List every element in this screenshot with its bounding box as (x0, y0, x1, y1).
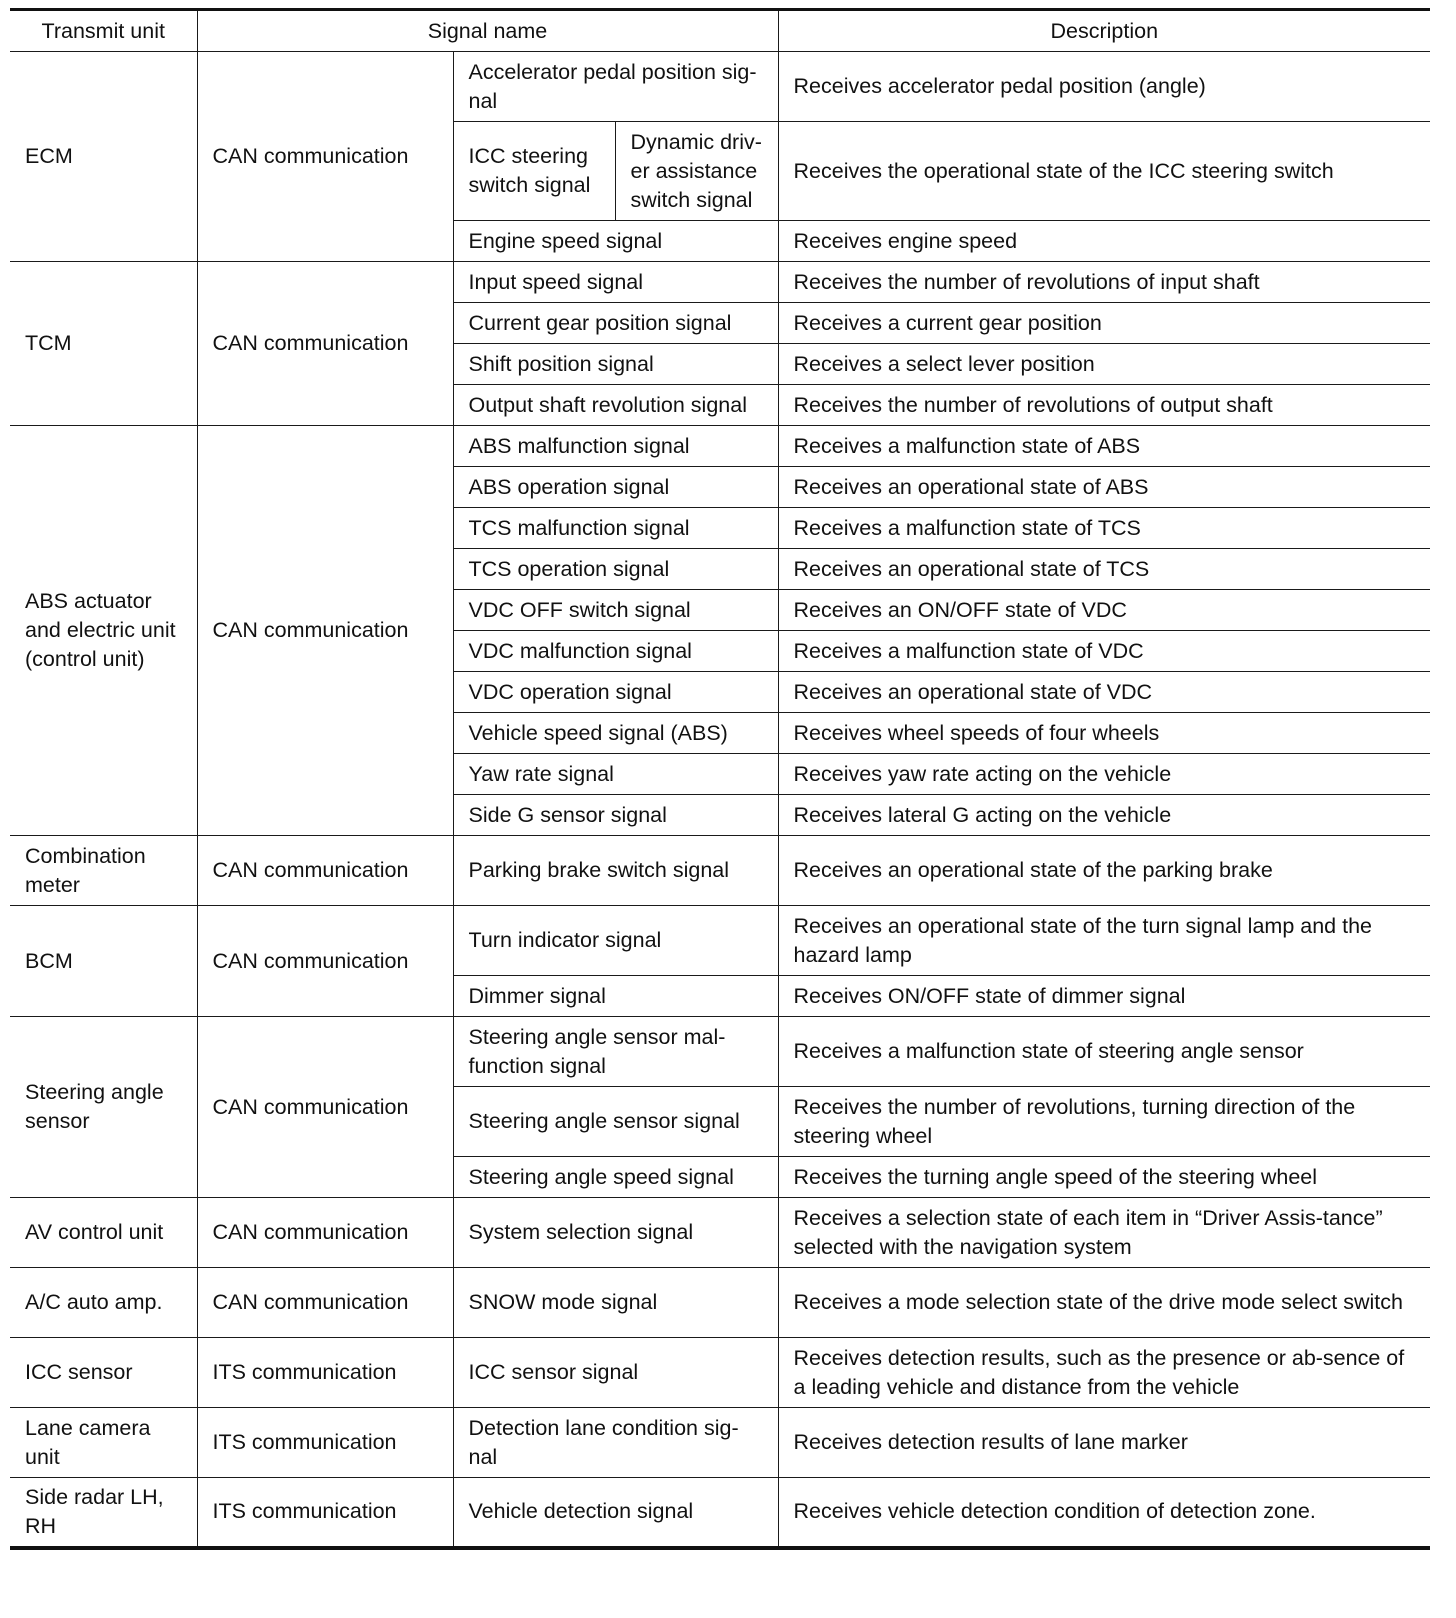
communication-cell: ITS communication (197, 1338, 453, 1408)
signal-name-cell: Parking brake switch signal (453, 836, 778, 906)
signal-name-cell: Vehicle detection signal (453, 1478, 778, 1548)
transmit-unit-cell: Lane camera unit (10, 1408, 197, 1478)
signal-name-cell: SNOW mode signal (453, 1268, 778, 1338)
signal-name-cell: Steering angle speed signal (453, 1157, 778, 1198)
communication-cell: CAN communication (197, 426, 453, 836)
description-cell: Receives an operational state of ABS (778, 467, 1430, 508)
transmit-unit-cell: BCM (10, 906, 197, 1017)
description-cell: Receives accelerator pedal position (angle) (778, 52, 1430, 122)
signal-name-cell: ICC sensor signal (453, 1338, 778, 1408)
communication-cell: ITS communication (197, 1478, 453, 1548)
signal-name-cell: VDC operation signal (453, 672, 778, 713)
description-cell: Receives vehicle detection condition of detection zone. (778, 1478, 1430, 1548)
communication-cell: CAN communication (197, 262, 453, 426)
signal-name-cell: Steering angle sensor mal-function signal (453, 1017, 778, 1087)
transmit-unit-cell: Steering angle sensor (10, 1017, 197, 1198)
communication-cell: ITS communication (197, 1408, 453, 1478)
communication-cell: CAN communication (197, 1198, 453, 1268)
description-cell: Receives a select lever position (778, 344, 1430, 385)
description-cell: Receives a malfunction state of steering angle sensor (778, 1017, 1430, 1087)
table-row (10, 1198, 1430, 1268)
signal-name-cell: Detection lane condition sig-nal (453, 1408, 778, 1478)
transmit-unit-cell: AV control unit (10, 1198, 197, 1268)
transmit-unit-cell: ABS actuator and electric unit (control unit) (10, 426, 197, 836)
transmit-unit-cell: Combination meter (10, 836, 197, 906)
table-row (10, 1478, 1430, 1548)
description-cell: Receives wheel speeds of four wheels (778, 713, 1430, 754)
signal-name-cell: TCS malfunction signal (453, 508, 778, 549)
description-cell: Receives yaw rate acting on the vehicle (778, 754, 1430, 795)
table-row (10, 836, 1430, 906)
description-cell: Receives an operational state of the parking brake (778, 836, 1430, 906)
signal-name-cell: VDC OFF switch signal (453, 590, 778, 631)
signal-name-cell: VDC malfunction signal (453, 631, 778, 672)
table-row (10, 52, 1430, 122)
description-cell: Receives a selection state of each item in “Driver Assis-tance” selected with the navigation system (778, 1198, 1430, 1268)
communication-cell: CAN communication (197, 906, 453, 1017)
description-cell: Receives the number of revolutions of output shaft (778, 385, 1430, 426)
description-cell: Receives the operational state of the ICC steering switch (778, 122, 1430, 221)
signal-name-cell: Shift position signal (453, 344, 778, 385)
communication-cell: CAN communication (197, 1268, 453, 1338)
signal-name-cell: Accelerator pedal position sig-nal (453, 52, 778, 122)
header-transmit-unit: Transmit unit (10, 10, 197, 52)
signal-name-cell: Yaw rate signal (453, 754, 778, 795)
description-cell: Receives detection results of lane marker (778, 1408, 1430, 1478)
description-cell: Receives a current gear position (778, 303, 1430, 344)
signal-name-cell: Input speed signal (453, 262, 778, 303)
table-row (10, 1408, 1430, 1478)
description-cell: Receives the number of revolutions, turning direction of the steering wheel (778, 1087, 1430, 1157)
transmit-unit-cell: ICC sensor (10, 1338, 197, 1408)
transmit-unit-cell: Side radar LH, RH (10, 1478, 197, 1548)
communication-cell: CAN communication (197, 836, 453, 906)
signal-name-cell: Dimmer signal (453, 976, 778, 1017)
description-cell: Receives detection results, such as the presence or ab-sence of a leading vehicle and distance from the vehicle (778, 1338, 1430, 1408)
table-row (10, 906, 1430, 976)
description-cell: Receives a malfunction state of VDC (778, 631, 1430, 672)
transmit-unit-cell: A/C auto amp. (10, 1268, 197, 1338)
transmit-unit-cell: ECM (10, 52, 197, 262)
signal-name-cell: ICC steering switch signal (453, 122, 615, 221)
signal-name-cell: ABS malfunction signal (453, 426, 778, 467)
signal-name-cell: Current gear position signal (453, 303, 778, 344)
header-signal-name: Signal name (197, 10, 778, 52)
signal-name-cell: System selection signal (453, 1198, 778, 1268)
description-cell: Receives ON/OFF state of dimmer signal (778, 976, 1430, 1017)
description-cell: Receives a mode selection state of the drive mode select switch (778, 1268, 1430, 1338)
table-row (10, 1017, 1430, 1087)
description-cell: Receives the turning angle speed of the steering wheel (778, 1157, 1430, 1198)
signal-name-cell: Turn indicator signal (453, 906, 778, 976)
table-row (10, 1338, 1430, 1408)
description-cell: Receives an ON/OFF state of VDC (778, 590, 1430, 631)
signal-name-cell: ABS operation signal (453, 467, 778, 508)
description-cell: Receives an operational state of VDC (778, 672, 1430, 713)
description-cell: Receives lateral G acting on the vehicle (778, 795, 1430, 836)
header-description: Description (778, 10, 1430, 52)
table-row (10, 1268, 1430, 1338)
transmit-unit-cell: TCM (10, 262, 197, 426)
communication-cell: CAN communication (197, 1017, 453, 1198)
communication-cell: CAN communication (197, 52, 453, 262)
description-cell: Receives engine speed (778, 221, 1430, 262)
description-cell: Receives an operational state of the turn signal lamp and the hazard lamp (778, 906, 1430, 976)
description-cell: Receives an operational state of TCS (778, 549, 1430, 590)
signal-name-cell: TCS operation signal (453, 549, 778, 590)
table-row (10, 262, 1430, 303)
description-cell: Receives the number of revolutions of input shaft (778, 262, 1430, 303)
description-cell: Receives a malfunction state of ABS (778, 426, 1430, 467)
signal-name-cell: Dynamic driv-er assistance switch signal (615, 122, 778, 221)
signal-name-cell: Output shaft revolution signal (453, 385, 778, 426)
signal-name-cell: Vehicle speed signal (ABS) (453, 713, 778, 754)
signal-name-cell: Engine speed signal (453, 221, 778, 262)
description-cell: Receives a malfunction state of TCS (778, 508, 1430, 549)
table-row (10, 426, 1430, 467)
signal-table (10, 8, 1430, 1550)
signal-name-cell: Steering angle sensor signal (453, 1087, 778, 1157)
header-row (10, 10, 1430, 52)
signal-name-cell: Side G sensor signal (453, 795, 778, 836)
